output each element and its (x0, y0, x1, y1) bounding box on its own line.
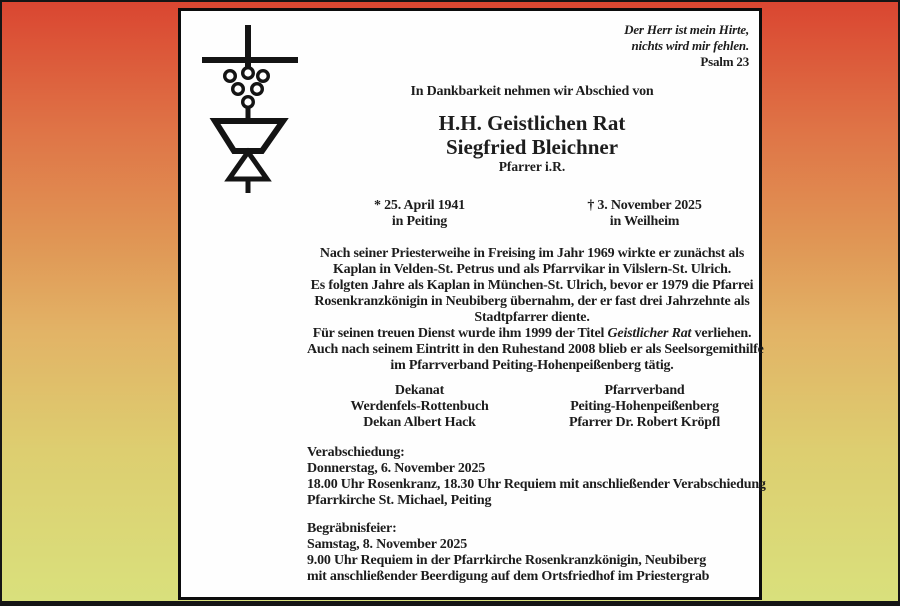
chalice-grapes-cross-icon (199, 22, 301, 194)
bio-line: Rosenkranzkönigin in Neubiberg übernahm, der er fast drei Jahrzehnte als (314, 294, 750, 309)
mourners-right-line: Pfarrer Dr. Robert Kröpfl (568, 415, 721, 430)
death-block (532, 198, 757, 230)
intro-line: In Dankbarkeit nehmen wir Abschied von (410, 84, 654, 99)
deceased-role: Pfarrer i.R. (498, 159, 566, 174)
dates-row (307, 198, 757, 230)
bio-line: Kaplan in Velden-St. Petrus und als Pfarrvikar in Vilslern-St. Ulrich. (332, 262, 731, 277)
biography (307, 246, 764, 374)
bio-honor-line (307, 326, 757, 342)
deceased-name-block (307, 111, 757, 159)
farewell-line: Pfarrkirche St. Michael, Peiting (307, 493, 492, 508)
deceased-name: Siegfried Bleichner (445, 135, 619, 159)
psalm-line: Der Herr ist mein Hirte, (624, 22, 749, 37)
farewell-line: 18.00 Uhr Rosenkranz, 18.30 Uhr Requiem mit anschließender Verabschiedung (307, 477, 766, 492)
funeral-line: Samstag, 8. November 2025 (307, 537, 468, 552)
mourners-left-line: Dekanat (394, 383, 445, 398)
bio-line: Nach seiner Priesterweihe in Freising im Jahr 1969 wirkte er zunächst als (319, 246, 745, 261)
bio-honor-title: Geistlicher Rat (607, 326, 692, 341)
bio-honor-prefix: Für seinen treuen Dienst wurde ihm 1999 der Titel (312, 326, 608, 341)
obituary-card (178, 8, 766, 600)
mourners-left-line: Dekan Albert Hack (363, 415, 476, 430)
bio-line: Auch nach seinem Eintritt in den Ruhestand 2008 blieb er als Seelsorgemithilfe (307, 342, 764, 357)
bio-line: im Pfarrverband Peiting-Hohenpeißenberg tätig. (390, 358, 674, 373)
farewell-section (307, 445, 766, 509)
farewell-line: Donnerstag, 6. November 2025 (307, 461, 486, 476)
death-date: † 3. November 2025 (587, 198, 702, 213)
farewell-heading: Verabschiedung: (307, 445, 405, 460)
bio-line: Stadtpfarrer diente. (474, 310, 590, 325)
mourners-right-block (532, 383, 757, 431)
funeral-line: mit anschließender Beerdigung auf dem Ortsfriedhof im Priestergrab (307, 569, 710, 584)
bio-line: Es folgten Jahre als Kaplan in München-St. Ulrich, bevor er 1979 die Pfarrei (310, 278, 754, 293)
psalm-quote (624, 22, 749, 70)
funeral-heading: Begräbnisfeier: (307, 521, 397, 536)
mourners-right-line: Peiting-Hohenpeißenberg (570, 399, 719, 414)
mourners-row (307, 383, 757, 431)
funeral-line: 9.00 Uhr Requiem in der Pfarrkirche Rosenkranzkönigin, Neubiberg (307, 553, 707, 568)
mourners-right-line: Pfarrverband (604, 383, 685, 398)
mourners-left-block (307, 383, 532, 431)
death-place: in Weilheim (609, 214, 680, 229)
birth-place: in Peiting (391, 214, 448, 229)
psalm-source: Psalm 23 (700, 54, 749, 69)
birth-block (307, 198, 532, 230)
birth-date: * 25. April 1941 (374, 198, 465, 213)
funeral-section (307, 521, 757, 585)
deceased-honorific: H.H. Geistlichen Rat (438, 111, 626, 135)
psalm-line: nichts wird mir fehlen. (631, 38, 749, 53)
mourners-left-line: Werdenfels-Rottenbuch (350, 399, 489, 414)
bio-honor-suffix: verliehen. (691, 326, 752, 341)
